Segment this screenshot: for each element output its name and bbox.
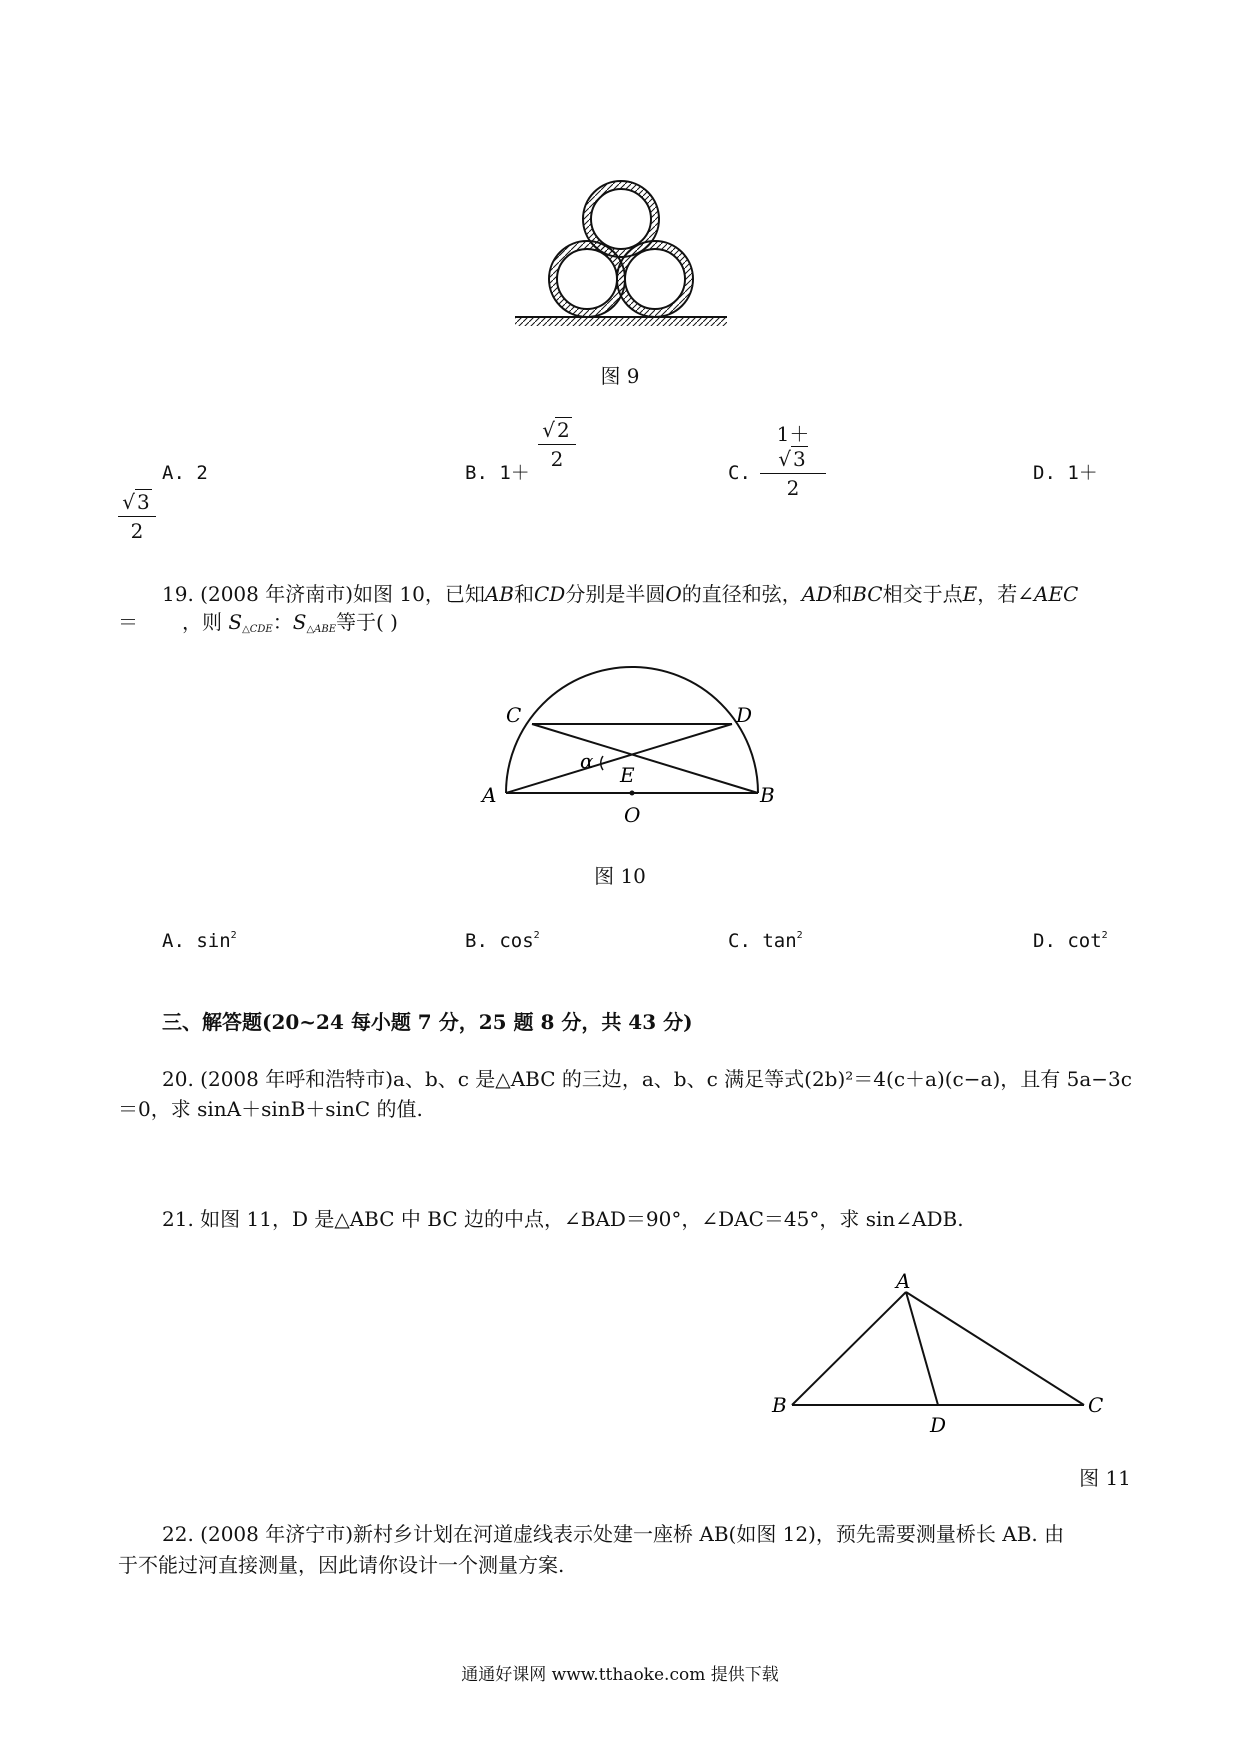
- q18-b-radicand: 2: [557, 418, 570, 442]
- q18-c-radicand: 3: [793, 447, 806, 471]
- q20-line-1: 20. (2008 年呼和浩特市)a、b、c 是△ABC 的三边，a、b、c 满足等式(2b)²＝4(c＋a)(c−a)，且有 5a−3c: [162, 1067, 1132, 1091]
- label-alpha: α: [580, 749, 594, 773]
- q19-tail: 等于( ): [336, 610, 398, 634]
- q19-equals: ＝: [118, 610, 138, 634]
- q18-d-radicand: 3: [137, 490, 150, 514]
- q19-s1-sub: △CDE: [242, 624, 273, 635]
- q19-ab: AB: [484, 582, 514, 606]
- q18-b-denominator: 2: [550, 447, 564, 471]
- q19-option-b-exp: 2: [533, 930, 540, 941]
- q19-option-c-exp: 2: [796, 930, 803, 941]
- label-e: E: [620, 763, 635, 787]
- q19-option-b: [465, 920, 540, 957]
- q18-option-b-prefix: B. 1＋: [465, 462, 530, 484]
- label-a: A: [896, 1272, 911, 1293]
- q19-cd: CD: [533, 582, 566, 606]
- q19-mid2: 的直径和弦，: [681, 582, 802, 606]
- q18-option-c-fraction: $\frac{1+√ 3}{2}$: [760, 418, 826, 500]
- segment-bc: [532, 724, 758, 793]
- q19-option-d-text: D. cot: [1033, 930, 1102, 952]
- label-o: O: [624, 803, 641, 827]
- label-a: A: [482, 783, 497, 807]
- q19-aec: AEC: [1033, 582, 1079, 606]
- figure-10-caption: 图 10: [594, 864, 646, 888]
- label-d: D: [930, 1413, 947, 1437]
- q20-line-2: ＝0，求 sinA＋sinB＋sinC 的值.: [118, 1097, 423, 1121]
- q19-s1: S: [228, 610, 243, 634]
- pipe-top-inner: [591, 189, 651, 249]
- q18-option-c-prefix: C.: [728, 462, 751, 484]
- center-o-point: [630, 791, 635, 796]
- figure-9-pipes: [505, 178, 735, 328]
- q19-option-a-text: A. sin: [162, 930, 231, 952]
- q19-line-2: [118, 606, 398, 646]
- pipe-left-inner: [557, 249, 617, 309]
- q19-option-c-text: C. tan: [728, 930, 797, 952]
- q19-mid4: ，若∠: [977, 582, 1034, 606]
- pipe-right-inner: [625, 249, 685, 309]
- figure-11-caption: 图 11: [1079, 1466, 1131, 1490]
- q19-option-d-exp: 2: [1101, 930, 1108, 941]
- q18-c-denominator: 2: [786, 476, 800, 500]
- label-b: B: [772, 1393, 787, 1417]
- q19-s2-sub: △ABE: [306, 624, 336, 635]
- q18-option-a: A. 2: [162, 462, 208, 484]
- q18-option-b-fraction: $\frac{√ 2}{2}$: [538, 418, 576, 471]
- q19-option-a-exp: 2: [230, 930, 237, 941]
- q19-and2: 和: [832, 582, 853, 606]
- q19-option-c: [728, 920, 803, 957]
- q19-option-d: [1033, 920, 1108, 957]
- figure-9-caption: 图 9: [600, 364, 640, 388]
- label-d: D: [736, 703, 753, 727]
- q19-o: O: [665, 582, 682, 606]
- q22-line-2: 于不能过河直接测量，因此请你设计一个测量方案.: [118, 1553, 565, 1577]
- q19-source: (2008 年济南市)如图 10，已知: [200, 582, 485, 606]
- q19-bc: BC: [852, 582, 883, 606]
- q19-option-a: [162, 920, 237, 957]
- q21-text: 21. 如图 11，D 是△ABC 中 BC 边的中点，∠BAD＝90°，∠DAC＝45°，求 sin∠ADB.: [162, 1207, 964, 1231]
- section-3-title: 三、解答题(20~24 每小题 7 分，25 题 8 分，共 43 分): [162, 1010, 693, 1034]
- page-footer: 通通好课网 www.tthaoke.com 提供下载: [461, 1665, 779, 1685]
- ground-hatch: [515, 318, 727, 326]
- q19-mid3: 相交于点: [882, 582, 963, 606]
- q19-e: E: [962, 582, 978, 606]
- q19-and: 和: [513, 582, 534, 606]
- side-ab: [792, 1292, 906, 1405]
- figure-11-triangle: [770, 1272, 1120, 1442]
- q19-colon: ：: [272, 610, 293, 634]
- q22-line-1: 22. (2008 年济宁市)新村乡计划在河道虚线表示处建一座桥 AB(如图 12)，预先需要测量桥长 AB. 由: [162, 1522, 1065, 1546]
- q19-number: 19.: [162, 582, 194, 606]
- q18-d-denominator: 2: [130, 519, 144, 543]
- q18-option-d-prefix: D. 1＋: [1033, 462, 1098, 484]
- q19-mid1: 分别是半圆: [565, 582, 666, 606]
- label-b: B: [760, 783, 775, 807]
- q19-ad: AD: [801, 582, 833, 606]
- q18-option-d-fraction: $\frac{√ 3}{2}$: [118, 490, 156, 543]
- label-c: C: [506, 703, 522, 727]
- label-c: C: [1088, 1393, 1104, 1417]
- q18-c-num-prefix: 1＋: [776, 422, 810, 446]
- figure-10-semicircle: [470, 660, 790, 830]
- q19-option-b-text: B. cos: [465, 930, 534, 952]
- q19-s2: S: [292, 610, 307, 634]
- segment-ad: [506, 724, 732, 793]
- q19-then: ，则: [182, 610, 222, 634]
